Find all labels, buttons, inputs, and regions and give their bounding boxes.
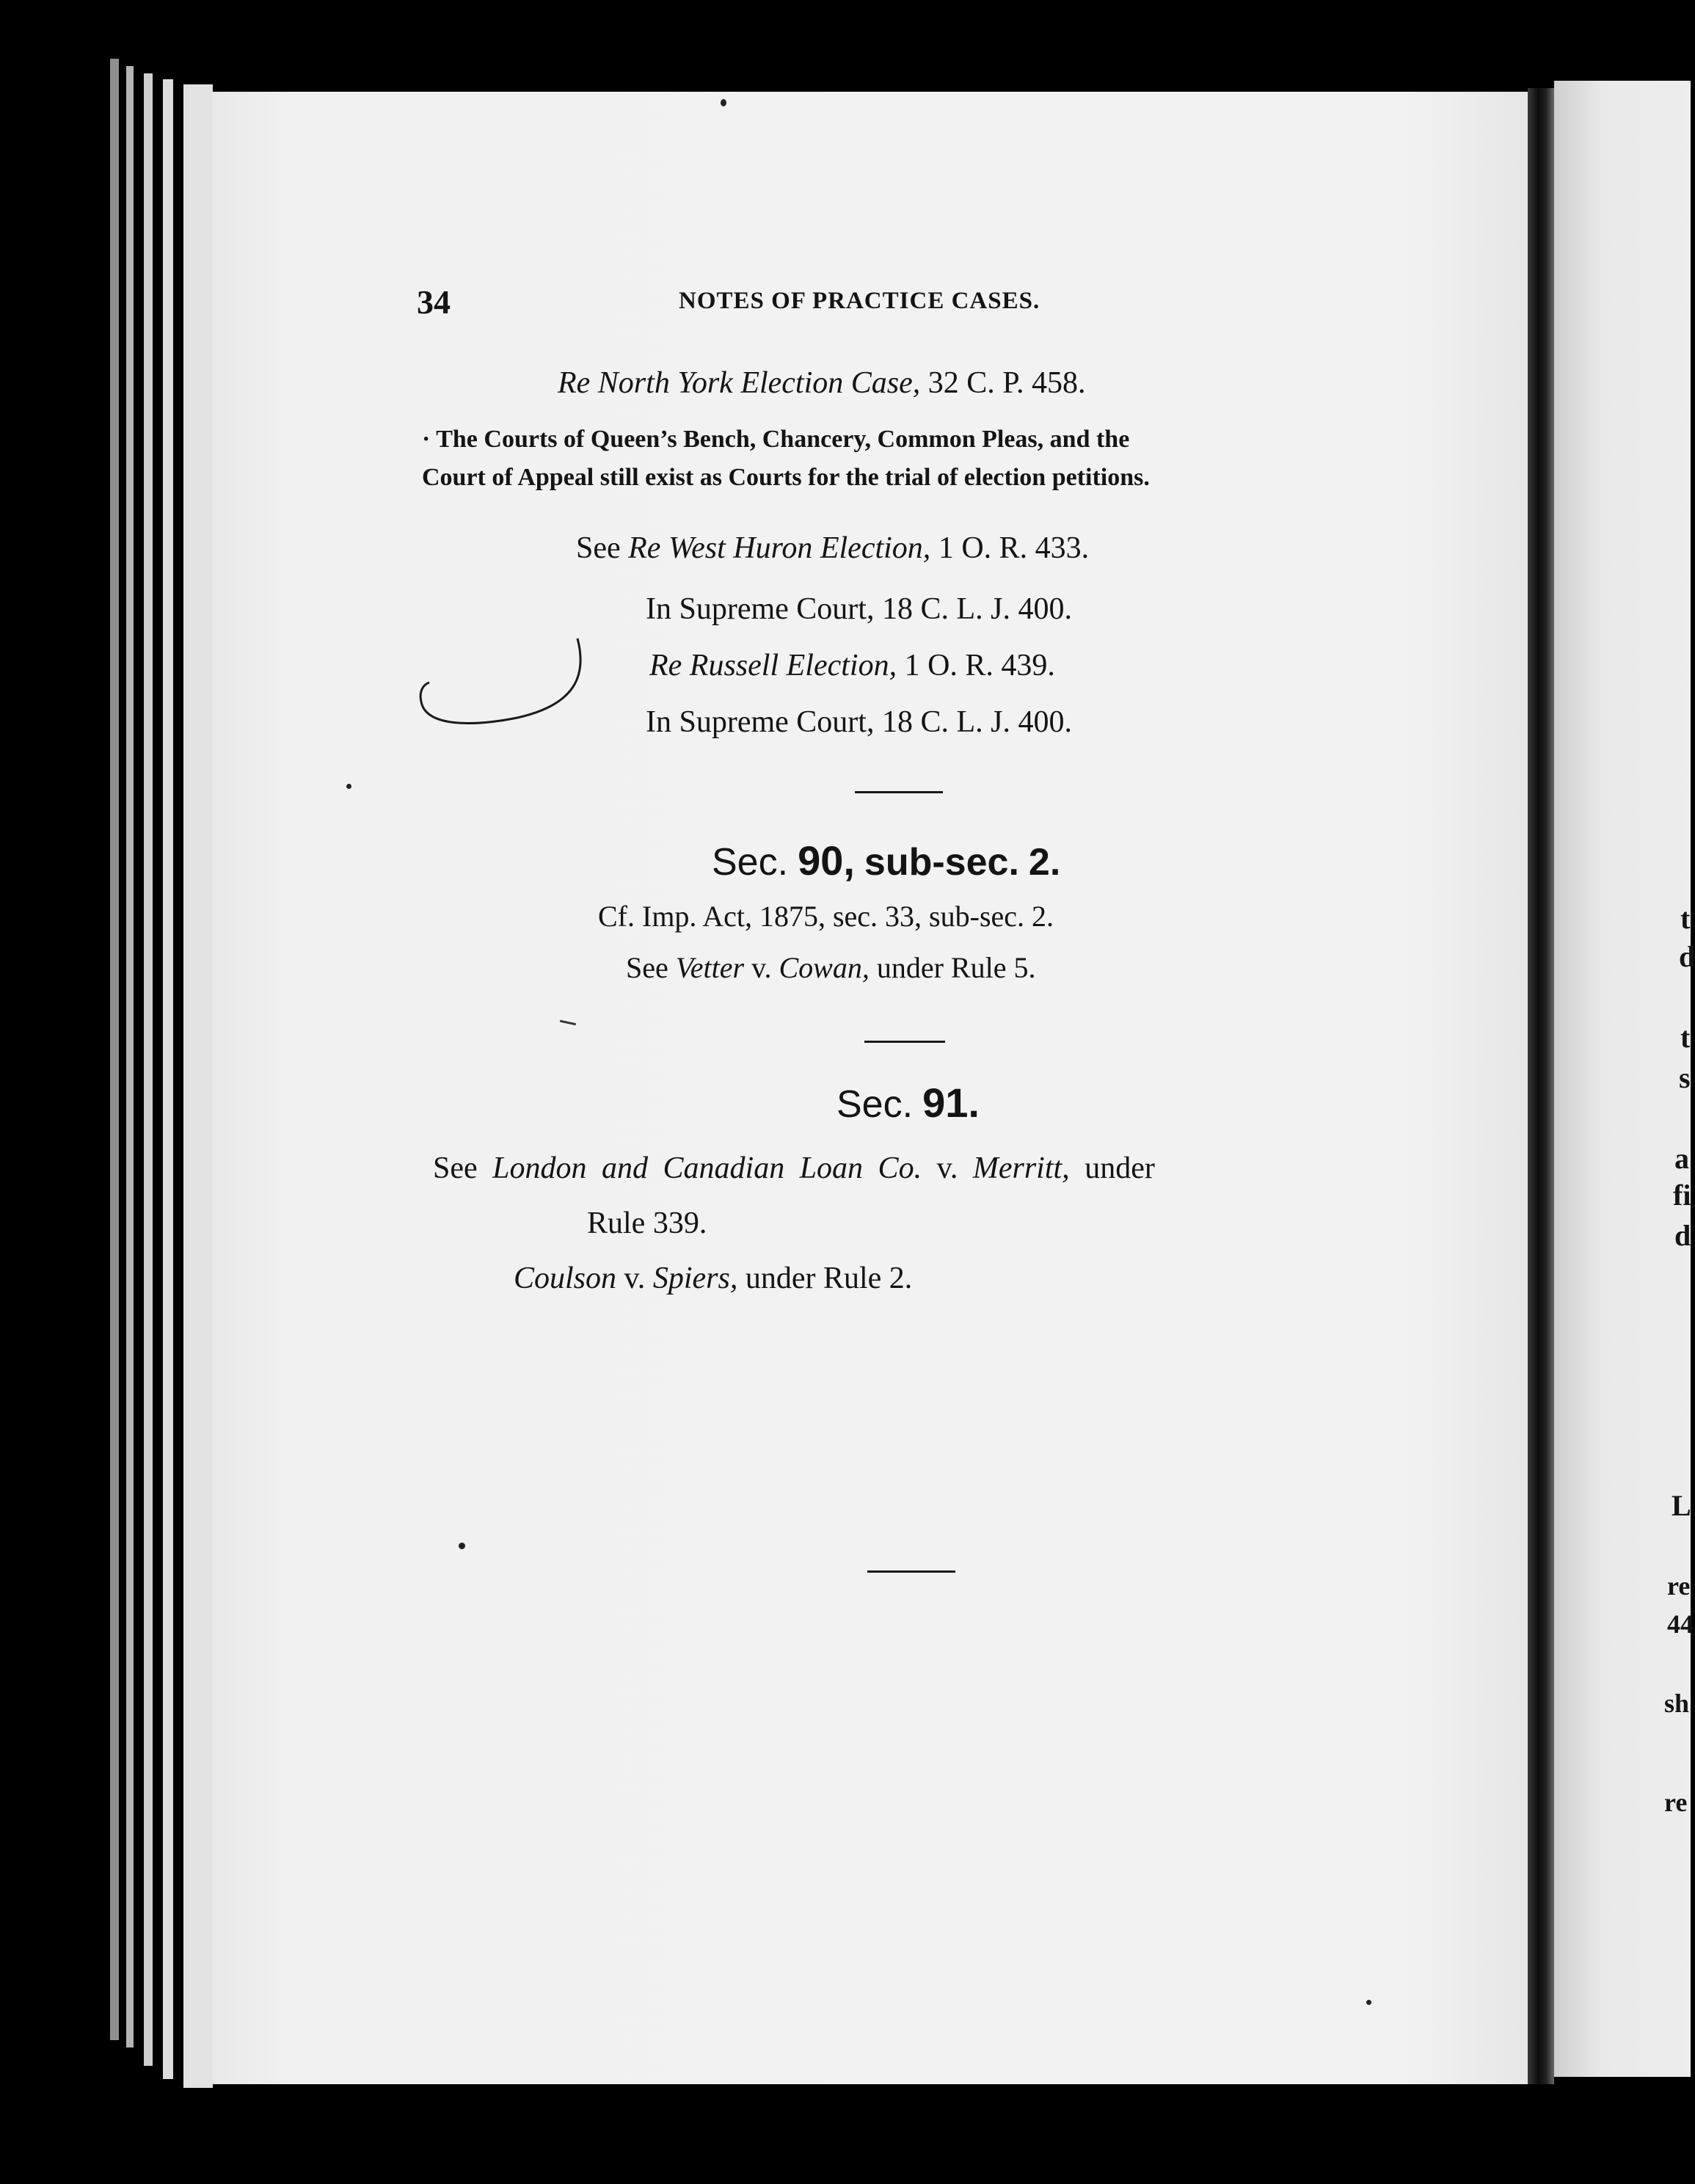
ink-speck	[721, 99, 726, 106]
rule-reference: under Rule 5.	[876, 951, 1036, 984]
reference-1-title: Re West Huron Election,	[628, 531, 931, 565]
reference-3-title: Re Russell Election,	[649, 649, 897, 682]
facing-fragment: sh	[1664, 1689, 1690, 1718]
rule-reference: under Rule 2.	[745, 1262, 913, 1295]
versus: v.	[751, 951, 772, 984]
page-edge	[144, 73, 153, 2066]
facing-fragment: 44	[1667, 1609, 1694, 1639]
section-91-line-3	[514, 1261, 912, 1296]
section-90-sub: sub-sec.	[864, 841, 1019, 884]
section-91-sec: Sec.	[836, 1083, 914, 1126]
section-90-line-1: Cf. Imp. Act, 1875, sec. 33, sub-sec. 2.	[598, 900, 1054, 933]
facing-fragment: d	[1679, 940, 1695, 973]
case-party-a: Coulson	[514, 1262, 617, 1295]
section-90-line-2	[626, 950, 1035, 985]
section-91-number: 91.	[922, 1080, 980, 1126]
case-heading-cite: 32 C. P. 458.	[927, 366, 1086, 400]
versus: v.	[936, 1151, 958, 1185]
reference-1-cite: 1 O. R. 433.	[938, 531, 1090, 565]
under-word: under	[1085, 1151, 1155, 1185]
running-head: NOTES OF PRACTICE CASES.	[679, 288, 1040, 314]
section-91-line-2: Rule 339.	[587, 1206, 707, 1240]
reference-4: In Supreme Court, 18 C. L. J. 400.	[646, 705, 1072, 739]
section-90-number: 90,	[798, 837, 855, 884]
section-rule	[864, 1041, 945, 1043]
facing-fragment: s	[1679, 1061, 1691, 1094]
case-party-b: Spiers,	[652, 1262, 738, 1295]
summary-line-1: · The Courts of Queen’s Bench, Chancery, Common Pleas, and the	[422, 426, 1130, 453]
case-party-a: London and Canadian Loan Co.	[492, 1151, 922, 1185]
section-90-heading	[712, 837, 1060, 884]
facing-fragment: d	[1674, 1219, 1691, 1252]
section-90-sec: Sec.	[712, 841, 789, 884]
case-party-b: Cowan,	[779, 951, 870, 984]
facing-fragment: t	[1680, 1021, 1691, 1054]
reference-1	[576, 531, 1089, 566]
section-90-subnum: 2.	[1028, 841, 1061, 884]
handwritten-bracket-mark	[407, 631, 591, 734]
ink-speck	[459, 1543, 465, 1549]
book-spine	[1528, 88, 1554, 2084]
page-edge	[110, 59, 119, 2040]
page-number: 34	[417, 283, 451, 321]
facing-fragment: t	[1680, 902, 1691, 935]
reference-3-cite: 1 O. R. 439.	[904, 649, 1055, 682]
page-edge	[163, 79, 173, 2079]
section-91-heading	[836, 1079, 980, 1126]
section-rule	[855, 791, 943, 793]
case-heading-title: Re North York Election Case,	[558, 366, 921, 400]
case-heading	[558, 365, 1085, 401]
facing-fragment: L	[1672, 1489, 1691, 1522]
versus: v.	[624, 1262, 646, 1295]
reference-3	[649, 648, 1055, 683]
see-label: See	[433, 1151, 478, 1185]
summary-line-2: Court of Appeal still exist as Courts for the trial of election petitions.	[422, 464, 1150, 491]
facing-fragment: re	[1667, 1571, 1691, 1601]
section-91-line-1	[433, 1151, 1155, 1186]
facing-fragment: fi	[1673, 1179, 1691, 1212]
case-party-a: Vetter	[675, 951, 745, 984]
page-edge	[126, 66, 134, 2048]
see-label: See	[626, 951, 668, 984]
reference-2: In Supreme Court, 18 C. L. J. 400.	[646, 592, 1072, 626]
facing-fragment: re	[1664, 1788, 1688, 1817]
section-rule	[867, 1570, 955, 1573]
ink-speck	[346, 784, 351, 789]
case-party-b: Merritt,	[972, 1151, 1070, 1185]
facing-fragment: a	[1674, 1142, 1689, 1175]
see-label: See	[576, 531, 621, 565]
page-edge	[183, 84, 213, 2088]
ink-speck	[1366, 2000, 1371, 2005]
facing-page	[1554, 81, 1691, 2077]
